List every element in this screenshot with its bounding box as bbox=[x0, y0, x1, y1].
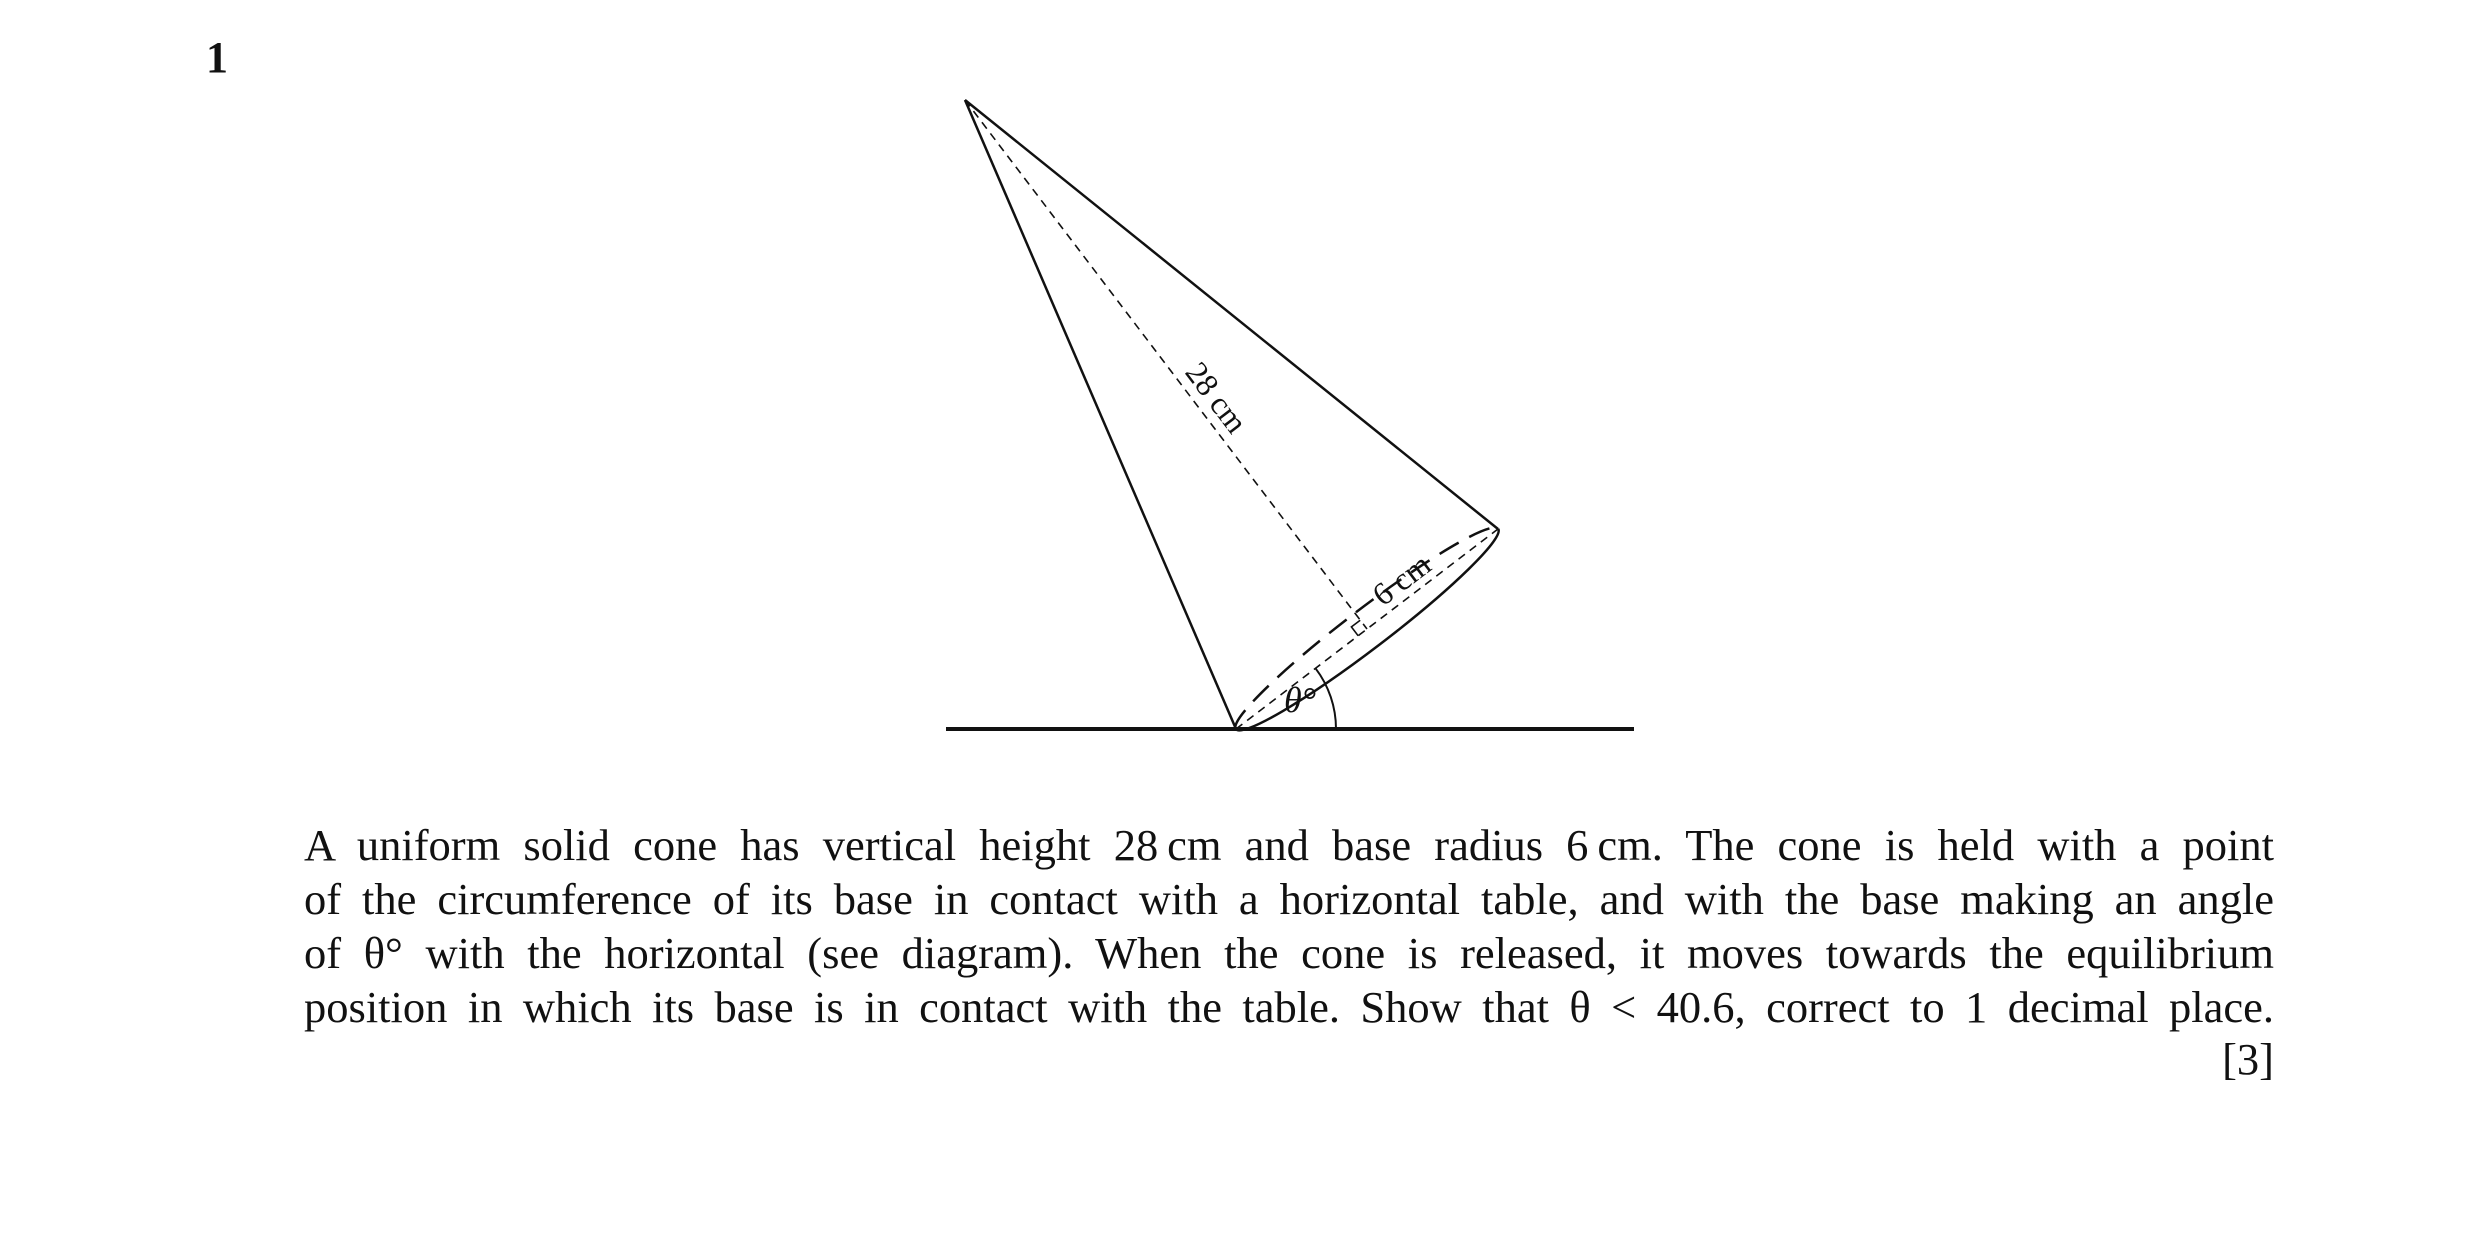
question-text-line: of θ° with the horizontal (see diagram). When the cone is released, it moves towards the equilibrium bbox=[304, 928, 2274, 978]
height-label: 28 cm bbox=[1178, 354, 1256, 440]
angle-label: θ° bbox=[1283, 680, 1317, 720]
question-text-line: of the circumference of its base in contact with a horizontal table, and with the base making an angle bbox=[304, 874, 2274, 924]
marks-label: [3] bbox=[2222, 1034, 2274, 1084]
question-text-line: A uniform solid cone has vertical height 28 cm and base radius 6 cm. The cone is held with a point bbox=[304, 820, 2274, 870]
question-number: 1 bbox=[206, 33, 228, 82]
cone-left-edge bbox=[965, 100, 1236, 729]
question-text-line: position in which its base is in contact with the table. Show that θ < 40.6, correct to 1 decimal place. bbox=[304, 982, 2274, 1032]
cone-right-edge bbox=[965, 100, 1498, 529]
base-ellipse-front bbox=[1236, 529, 1510, 745]
height-line bbox=[965, 100, 1367, 629]
radius-label: 6 cm bbox=[1365, 545, 1438, 613]
right-angle-marker bbox=[1351, 620, 1360, 636]
question-text bbox=[304, 818, 2274, 1034]
base-ellipse-back-dashed bbox=[1224, 513, 1498, 729]
